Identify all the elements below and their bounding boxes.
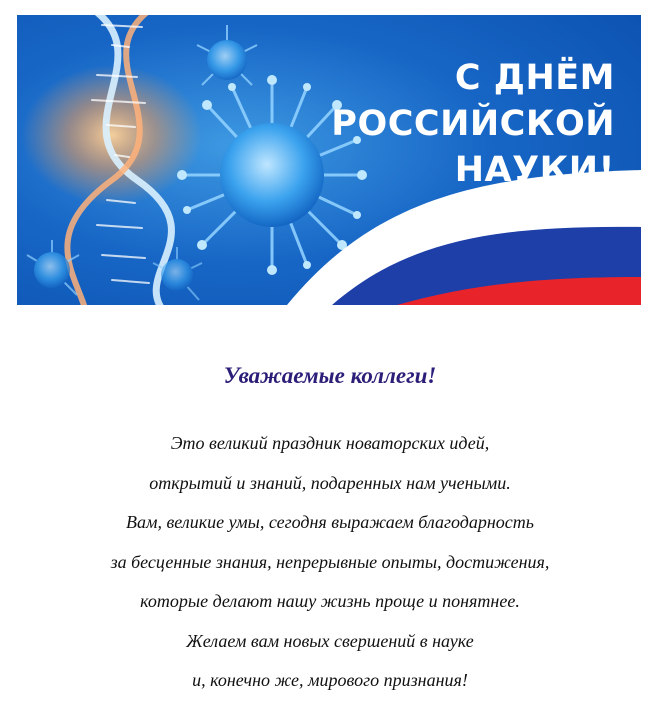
banner-title-line: НАУКИ! <box>454 150 615 190</box>
science-day-banner <box>17 15 641 305</box>
banner-title <box>331 55 615 193</box>
body-line: открытий и знаний, подаренных нам учеными. <box>149 472 511 493</box>
banner-title-line: С ДНЁМ <box>454 58 615 98</box>
greeting-body <box>0 424 660 701</box>
body-line: и, конечно же, мирового признания! <box>192 670 468 690</box>
body-line: за бесценные знания, непрерывные опыты, достижения, <box>110 551 550 572</box>
body-line: Желаем вам новых свершений в науке <box>186 630 474 651</box>
body-line: Вам, великие умы, сегодня выражаем благодарность <box>126 512 534 532</box>
banner-title-line: РОССИЙСКОЙ <box>331 104 615 144</box>
greeting-heading: Уважаемые коллеги! <box>223 363 437 388</box>
body-line: которые делают нашу жизнь проще и понятнее. <box>140 591 520 611</box>
body-line: Это великий праздник новаторских идей, <box>170 433 490 453</box>
